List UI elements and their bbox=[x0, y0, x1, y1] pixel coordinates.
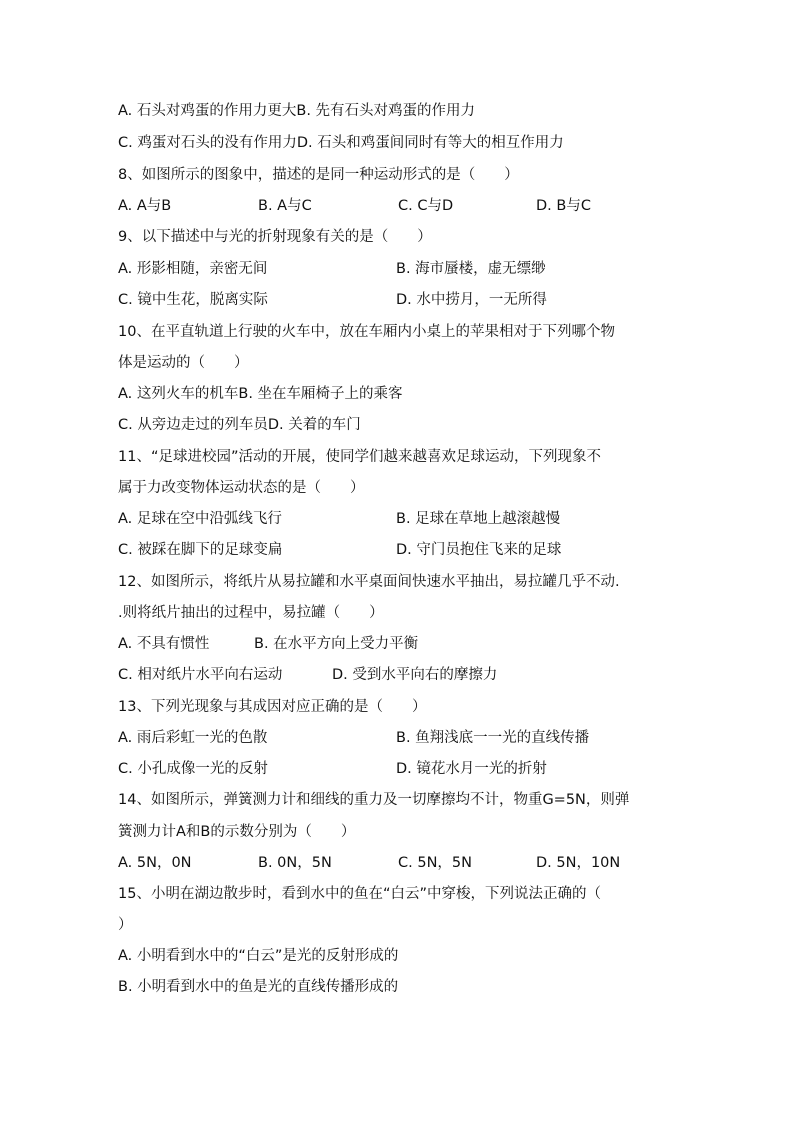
option-b: B. 在水平方向上受力平衡 bbox=[254, 636, 419, 652]
question-12: 12、如图所示，将纸片从易拉罐和水平桌面间快速水平抽出，易拉罐几乎不动. bbox=[118, 574, 620, 590]
option-c: C. 相对纸片水平向右运动 bbox=[118, 667, 283, 683]
option-a: A. 雨后彩虹一光的色散 bbox=[118, 730, 268, 746]
question-11-cont: 属于力改变物体运动状态的是（ ） bbox=[118, 480, 365, 496]
question-15: 15、小明在湖边散步时，看到水中的鱼在“白云”中穿梭，下列说法正确的（ bbox=[118, 886, 601, 902]
question-13: 13、下列光现象与其成因对应正确的是（ ） bbox=[118, 699, 427, 715]
question-11: 11、“足球进校园”活动的开展，使同学们越来越喜欢足球运动，下列现象不 bbox=[118, 449, 601, 465]
option-d: D. 受到水平向右的摩擦力 bbox=[332, 667, 498, 683]
option-d: D. 水中捞月，一无所得 bbox=[396, 292, 547, 308]
option-d: D. 5N，10N bbox=[536, 855, 621, 871]
option-c: C. 镜中生花，脱离实际 bbox=[118, 292, 268, 308]
option-line: A. 小明看到水中的“白云”是光的反射形成的 bbox=[118, 948, 399, 964]
option-d: D. B与C bbox=[536, 198, 591, 214]
option-c: C. 被踩在脚下的足球变扁 bbox=[118, 542, 283, 558]
option-b: B. 0N，5N bbox=[258, 855, 332, 871]
option-a: A. 足球在空中沿弧线飞行 bbox=[118, 511, 282, 527]
option-line: C. 鸡蛋对石头的没有作用力D. 石头和鸡蛋间同时有等大的相互作用力 bbox=[118, 135, 564, 151]
question-10: 10、在平直轨道上行驶的火车中，放在车厢内小桌上的苹果相对于下列哪个物 bbox=[118, 324, 615, 340]
option-a: A. 形影相随，亲密无间 bbox=[118, 261, 268, 277]
question-14-cont: 簧测力计A和B的示数分别为（ ） bbox=[118, 824, 356, 840]
option-line: B. 小明看到水中的鱼是光的直线传播形成的 bbox=[118, 979, 399, 995]
option-line: A. 这列火车的机车B. 坐在车厢椅子上的乘客 bbox=[118, 386, 403, 402]
option-a: A. 5N，0N bbox=[118, 855, 192, 871]
question-12-cont: .则将纸片抽出的过程中，易拉罐（ ） bbox=[118, 605, 384, 621]
option-a: A. A与B bbox=[118, 198, 172, 214]
option-c: C. 小孔成像一光的反射 bbox=[118, 761, 268, 777]
option-c: C. C与D bbox=[398, 198, 454, 214]
option-b: B. 鱼翔浅底一一光的直线传播 bbox=[396, 730, 590, 746]
option-line: A. 石头对鸡蛋的作用力更大B. 先有石头对鸡蛋的作用力 bbox=[118, 103, 476, 119]
option-a: A. 不具有惯性 bbox=[118, 636, 210, 652]
question-9: 9、以下描述中与光的折射现象有关的是（ ） bbox=[118, 229, 432, 245]
question-10-cont: 体是运动的（ ） bbox=[118, 355, 249, 371]
option-d: D. 镜花水月一光的折射 bbox=[396, 761, 547, 777]
question-15-cont: ） bbox=[118, 917, 133, 933]
question-14: 14、如图所示，弹簧测力计和细线的重力及一切摩擦均不计，物重G=5N，则弹 bbox=[118, 792, 630, 808]
option-c: C. 5N，5N bbox=[398, 855, 472, 871]
option-b: B. 海市蜃楼，虚无缥缈 bbox=[396, 261, 546, 277]
option-line: C. 从旁边走过的列车员D. 关着的车门 bbox=[118, 417, 361, 433]
option-d: D. 守门员抱住飞来的足球 bbox=[396, 542, 562, 558]
question-8: 8、如图所示的图象中，描述的是同一种运动形式的是（ ） bbox=[118, 167, 519, 183]
option-b: B. 足球在草地上越滚越慢 bbox=[396, 511, 561, 527]
option-b: B. A与C bbox=[258, 198, 312, 214]
